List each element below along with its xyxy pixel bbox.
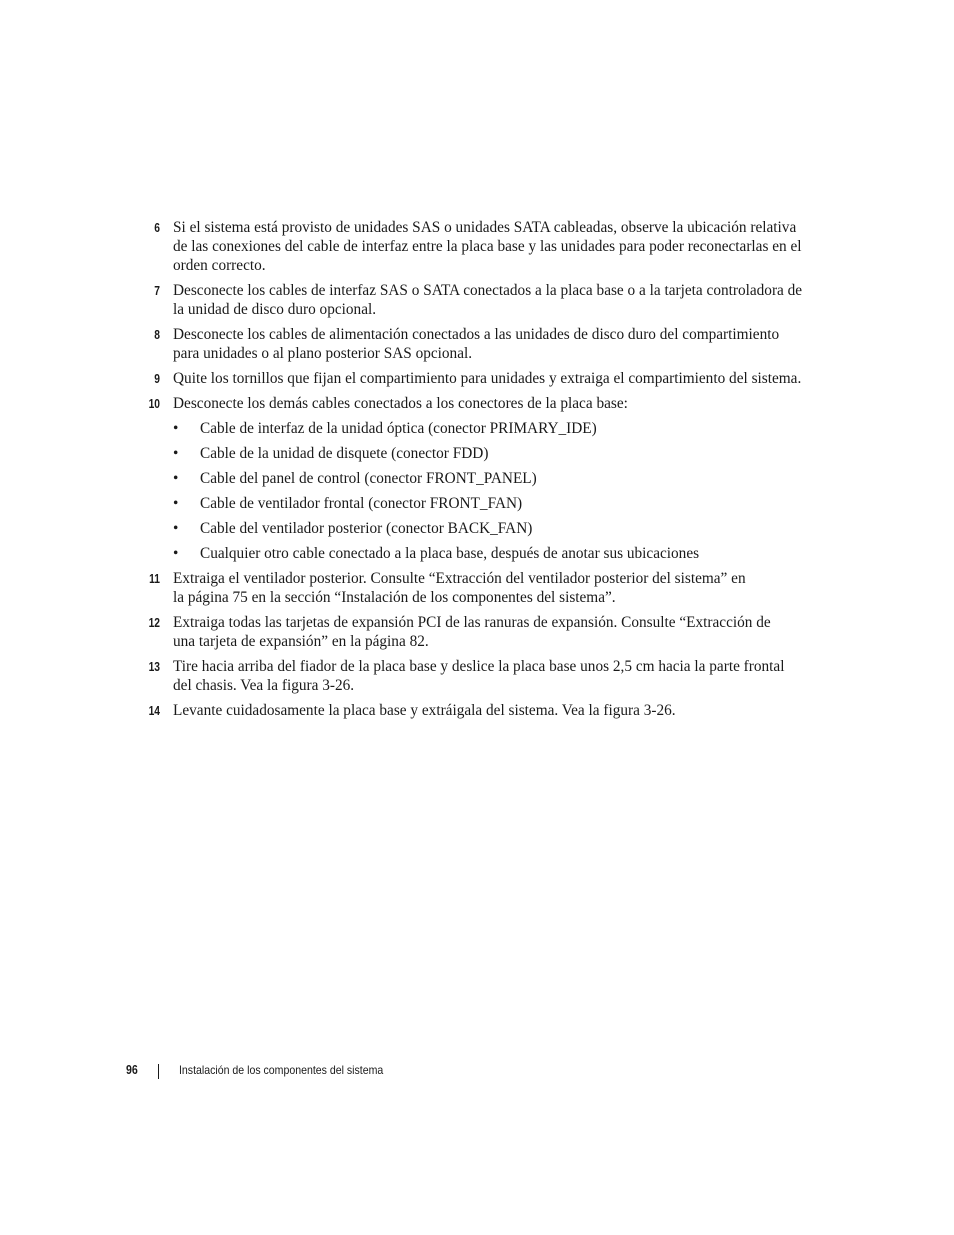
step-7 — [142, 281, 814, 319]
step-text: Desconecte los demás cables conectados a los conectores de la placa base: — [173, 395, 628, 412]
bullet-marker: • — [173, 545, 179, 562]
step-text: Desconecte los cables de interfaz SAS o SATA conectados a la placa base o a la tarjeta controladora de la unidad de disco duro opcional. — [173, 282, 803, 318]
step-number: 12 — [148, 616, 160, 630]
step-8 — [142, 325, 814, 363]
step-text: Tire hacia arriba del fiador de la placa base y deslice la placa base unos 2,5 cm hacia la parte frontal del chasis. Vea la figura 3-26. — [173, 658, 785, 694]
list-item — [142, 519, 814, 538]
connector-cable-list — [142, 419, 814, 563]
step-text: Si el sistema está provisto de unidades SAS o unidades SATA cableadas, observe la ubicación relativa de las conexiones del cable de interfaz entre la placa base y las unidades para poder reconectarlas en el orden correcto. — [173, 219, 802, 274]
step-11 — [142, 569, 814, 607]
footer-divider — [158, 1064, 159, 1079]
bullet-marker: • — [173, 520, 179, 537]
step-number: 6 — [154, 221, 160, 235]
footer-section-title: Instalación de los componentes del sistema — [179, 1063, 384, 1077]
step-text: Quite los tornillos que fijan el compartimiento para unidades y extraiga el compartimiento del sistema. — [173, 370, 802, 387]
step-9 — [142, 369, 814, 388]
list-item — [142, 469, 814, 488]
step-10 — [142, 394, 814, 413]
step-text: Extraiga todas las tarjetas de expansión PCI de las ranuras de expansión. Consulte “Extracción de una tarjeta de expansión” en la página 82. — [173, 614, 771, 650]
step-text: Extraiga el ventilador posterior. Consulte “Extracción del ventilador posterior del sistema” en la página 75 en la sección “Instalación de los componentes del sistema”. — [173, 570, 746, 606]
list-item-text: Cable del panel de control (conector FRONT_PANEL) — [200, 470, 537, 487]
list-item-text: Cable de interfaz de la unidad óptica (conector PRIMARY_IDE) — [200, 420, 597, 437]
list-item — [142, 419, 814, 438]
bullet-marker: • — [173, 445, 179, 462]
list-item-text: Cable del ventilador posterior (conector BACK_FAN) — [200, 520, 533, 537]
list-item — [142, 444, 814, 463]
page-number: 96 — [126, 1063, 138, 1077]
step-number: 7 — [154, 284, 160, 298]
list-item-text: Cable de ventilador frontal (conector FRONT_FAN) — [200, 495, 523, 512]
step-text: Desconecte los cables de alimentación conectados a las unidades de disco duro del compartimiento para unidades o al plano posterior SAS opcional. — [173, 326, 780, 362]
list-item-text: Cualquier otro cable conectado a la placa base, después de anotar sus ubicaciones — [200, 545, 700, 562]
step-text: Levante cuidadosamente la placa base y extráigala del sistema. Vea la figura 3-26. — [173, 702, 676, 719]
bullet-marker: • — [173, 420, 179, 437]
step-number: 9 — [154, 372, 160, 386]
step-12 — [142, 613, 814, 651]
step-number: 8 — [154, 328, 160, 342]
list-item — [142, 494, 814, 513]
step-number: 10 — [148, 397, 160, 411]
list-item — [142, 544, 814, 563]
list-item-text: Cable de la unidad de disquete (conector FDD) — [200, 445, 489, 462]
step-6 — [142, 218, 814, 275]
bullet-marker: • — [173, 495, 179, 512]
step-number: 11 — [149, 572, 160, 586]
procedure-content — [142, 218, 814, 726]
step-number: 14 — [148, 704, 160, 718]
step-14 — [142, 701, 814, 720]
bullet-marker: • — [173, 470, 179, 487]
step-13 — [142, 657, 814, 695]
step-number: 13 — [148, 660, 160, 674]
